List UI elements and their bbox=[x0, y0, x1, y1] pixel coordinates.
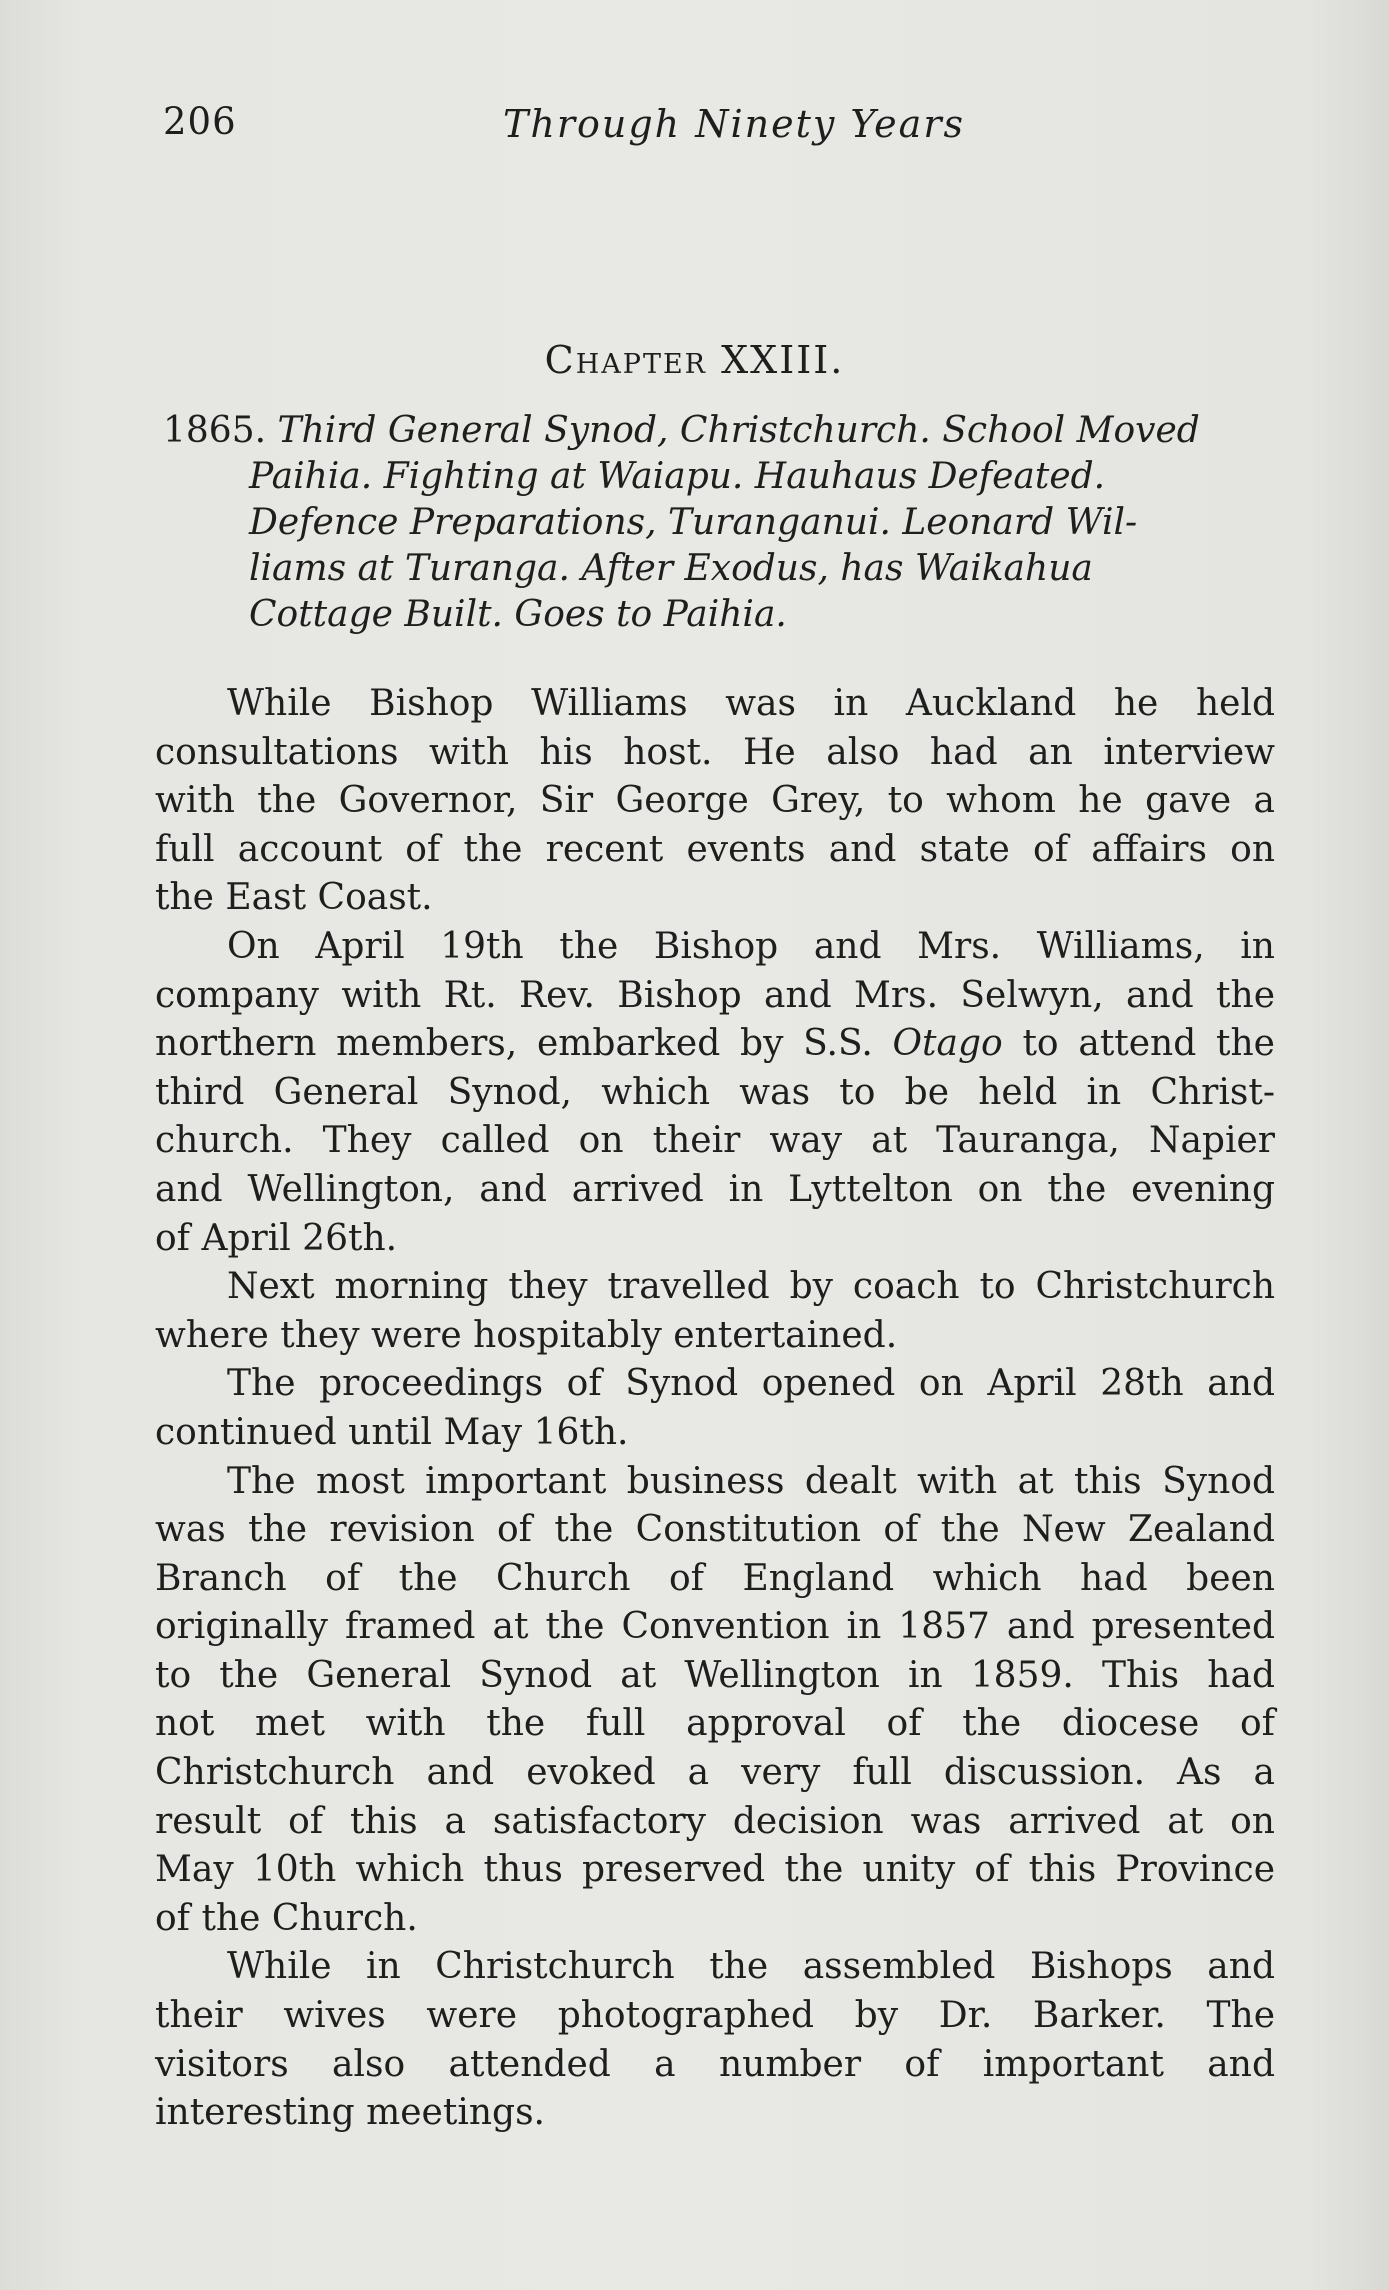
text-line: their wives were photographed by Dr. Barker. The bbox=[155, 1995, 1275, 2037]
text-line: originally framed at the Convention in 1857 and presented bbox=[155, 1606, 1275, 1648]
text-line: not met with the full approval of the diocese of bbox=[155, 1703, 1275, 1745]
synopsis-line: liams at Turanga. After Exodus, has Waikahua bbox=[249, 548, 1093, 589]
text-line: The most important business dealt with at this Synod bbox=[227, 1460, 1275, 1502]
text-line bbox=[155, 1020, 1275, 1069]
text-line: consultations with his host. He also had an interview bbox=[155, 731, 1275, 773]
synopsis-line: Defence Preparations, Turanganui. Leonard Wil- bbox=[249, 502, 1138, 543]
text-line: Christchurch and evoked a very full discussion. As a bbox=[155, 1752, 1275, 1794]
synopsis-text: Third General Synod, Christchurch. School Moved bbox=[277, 410, 1200, 451]
text-line: interesting meetings. bbox=[155, 2092, 545, 2134]
text-line: church. They called on their way at Tauranga, Napier bbox=[155, 1120, 1275, 1162]
chapter-heading bbox=[0, 338, 1389, 382]
text-line: visitors also attended a number of important and bbox=[155, 2043, 1275, 2085]
text-line: Branch of the Church of England which had been bbox=[155, 1557, 1275, 1599]
text-line: third General Synod, which was to be held in Christ- bbox=[155, 1071, 1275, 1113]
running-head bbox=[163, 100, 1273, 160]
running-title: Through Ninety Years bbox=[503, 102, 965, 146]
chapter-numeral: XXIII. bbox=[721, 338, 845, 382]
text-line: On April 19th the Bishop and Mrs. Williams, in bbox=[227, 925, 1275, 967]
text-line: While Bishop Williams was in Auckland he held bbox=[227, 683, 1275, 724]
text-line: continued until May 16th. bbox=[155, 1411, 629, 1453]
text-line: of April 26th. bbox=[155, 1217, 398, 1259]
text-line: While in Christchurch the assembled Bishops and bbox=[227, 1946, 1275, 1988]
text-line: Next morning they travelled by coach to Christchurch bbox=[227, 1266, 1275, 1308]
text-line: result of this a satisfactory decision was arrived at on bbox=[155, 1800, 1275, 1842]
text-line: The proceedings of Synod opened on April 28th and bbox=[227, 1363, 1275, 1405]
text-line: the East Coast. bbox=[155, 877, 433, 919]
chapter-label: Chapter bbox=[544, 338, 708, 382]
ship-name: Otago bbox=[892, 1023, 1003, 1065]
text-line: with the Governor, Sir George Grey, to whom he gave a bbox=[155, 780, 1275, 822]
text-line: to the General Synod at Wellington in 1859. This had bbox=[155, 1654, 1275, 1696]
synopsis-year: 1865. bbox=[163, 410, 267, 451]
text-line: was the revision of the Constitution of the New Zealand bbox=[155, 1509, 1275, 1551]
text-line: where they were hospitably entertained. bbox=[155, 1314, 898, 1356]
synopsis-line: Cottage Built. Goes to Paihia. bbox=[249, 594, 787, 635]
text-line: full account of the recent events and state of affairs on bbox=[155, 828, 1275, 870]
synopsis-line bbox=[163, 408, 1278, 454]
chapter-synopsis bbox=[163, 408, 1278, 638]
text-line: and Wellington, and arrived in Lyttelton on the evening bbox=[155, 1168, 1275, 1210]
text-line: of the Church. bbox=[155, 1897, 418, 1939]
body-text bbox=[155, 680, 1275, 2138]
text-fragment: to attend the bbox=[1022, 1023, 1275, 1065]
text-fragment: northern members, embarked by S.S. bbox=[155, 1023, 873, 1065]
synopsis-line: Paihia. Fighting at Waiapu. Hauhaus Defeated. bbox=[249, 456, 1106, 497]
text-line: May 10th which thus preserved the unity of this Province bbox=[155, 1849, 1275, 1891]
page-number: 206 bbox=[163, 100, 237, 143]
text-line: company with Rt. Rev. Bishop and Mrs. Selwyn, and the bbox=[155, 974, 1275, 1016]
